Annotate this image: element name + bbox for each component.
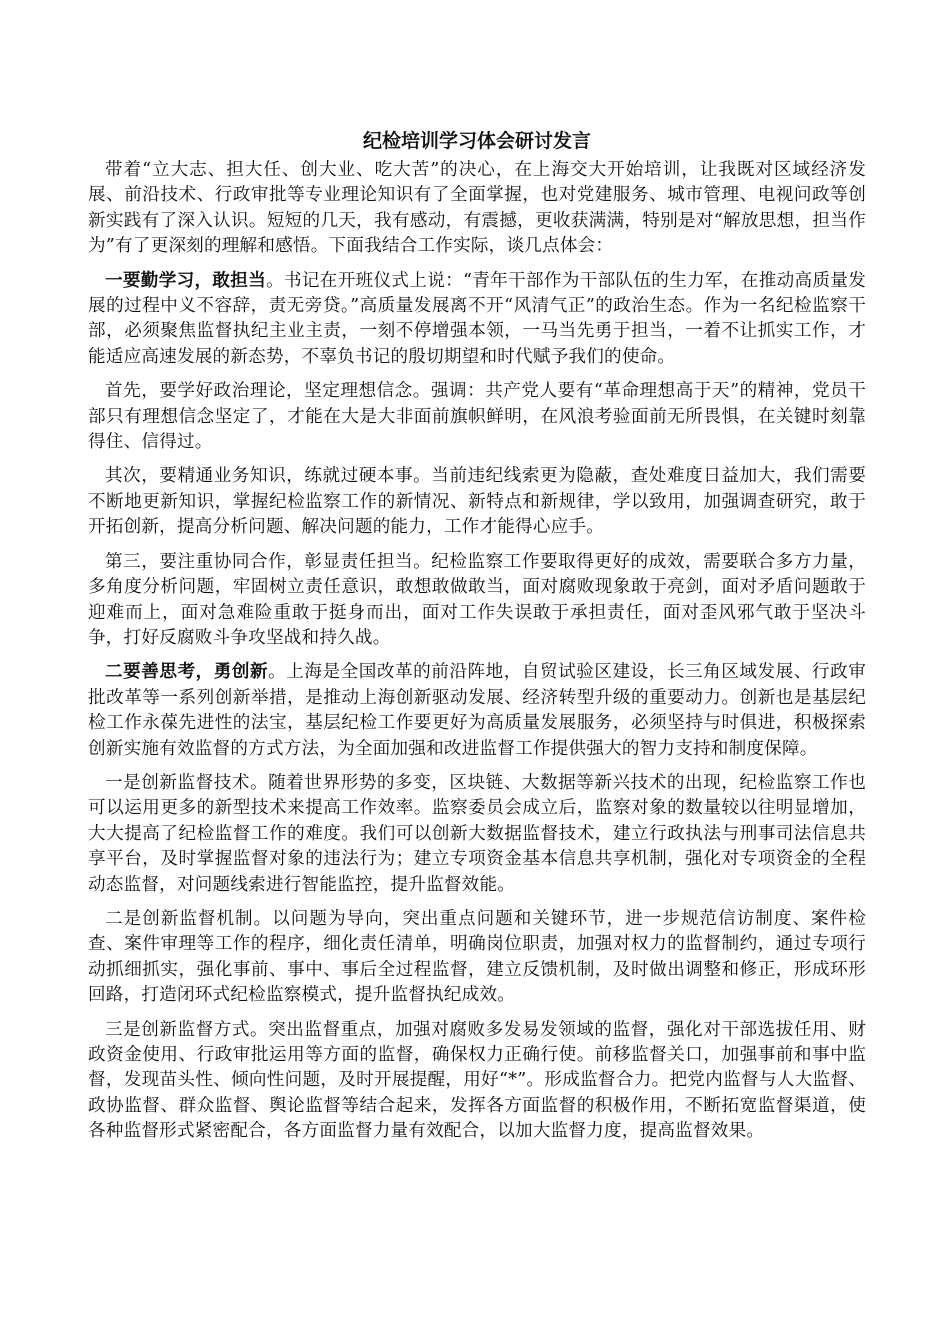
paragraph-section-two <box>88 660 866 762</box>
paragraph-innovation-mechanism <box>88 907 866 1009</box>
paragraph-text: 首先，要学好政治理论，坚定理想信念。强调：共产党人要有“革命理想高于天”的精神，党员干部只有理想信念坚定了，才能在大是大非面前旗帜鲜明，在风浪考验面前无所畏惧，在关键时刻靠得住、信得过。 <box>88 381 866 453</box>
paragraph-text: 第三，要注重协同合作，彰显责任担当。纪检监察工作要取得更好的成效，需要联合多方力量，多角度分析问题，牢固树立责任意识，敢想敢做敢当，面对腐败现象敢于亮剑，面对矛盾问题敢于迎难而上，面对急难险重敢于挺身而出，面对工作失误敢于承担责任，面对歪风邪气敢于坚决斗争，打好反腐败斗争攻坚战和持久战。 <box>88 551 866 648</box>
document-page <box>88 126 866 1154</box>
paragraph-text: 三是创新监督方式。突出监督重点，加强对腐败多发易发领域的监督，强化对干部选拔任用、财政资金使用、行政审批运用等方面的监督，确保权力正确行使。前移监督关口，加强事前和事中监督，发现苗头性、倾向性问题，及时开展提醒，用好“*”。形成监督合力。把党内监督与人大监督、政协监督、群众监督、舆论监督等结合起来，发挥各方面监督的积极作用，不断拓宽监督渠道，使各种监督形式紧密配合，各方面监督力量有效配合，以加大监督力度，提高监督效果。 <box>88 1019 866 1142</box>
paragraph-innovation-technology <box>88 771 866 898</box>
paragraph-text: 。书记在开班仪式上说：“青年干部作为干部队伍的生力军，在推动高质量发展的过程中义不容辞，责无旁贷。”高质量发展离不开“风清气正”的政治生态。作为一名纪检监察干部，必须聚焦监督执纪主业主责，一刻不停增强本领，一马当先勇于担当，一着不让抓实工作，才能适应高速发展的新态势，不辜负书记的殷切期望和时代赋予我们的使命。 <box>88 270 866 367</box>
paragraph-second-point <box>88 464 866 540</box>
paragraph-text: 带着“立大志、担大任、创大业、吃大苦”的决心，在上海交大开始培训，让我既对区域经济发展、前沿技术、行政审批等专业理论知识有了全面掌握，也对党建服务、城市管理、电视问政等创新实践有了深入认识。短短的几天，我有感动，有震撼，更收获满满，特别是对“解放思想，担当作为”有了更深刻的理解和感悟。下面我结合工作实际，谈几点体会： <box>88 160 866 257</box>
paragraph-text: 。上海是全国改革的前沿阵地，自贸试验区建设，长三角区域发展、行政审批改革等一系列创新举措，是推动上海创新驱动发展、经济转型升级的重要动力。创新也是基层纪检工作永葆先进性的法宝，基层纪检工作要更好为高质量发展服务，必须坚持与时俱进，积极探索创新实施有效监督的方式方法，为全面加强和改进监督工作提供强大的智力支持和制度保障。 <box>88 662 866 759</box>
paragraph-third-point <box>88 550 866 652</box>
paragraph-text: 一是创新监督技术。随着世界形势的多变，区块链、大数据等新兴技术的出现，纪检监察工作也可以运用更多的新型技术来提高工作效率。监察委员会成立后，监察对象的数量较以往明显增加，大大提高了纪检监督工作的难度。我们可以创新大数据监督技术，建立行政执法与刑事司法信息共享平台，及时掌握监督对象的违法行为；建立专项资金基本信息共享机制，强化对专项资金的全程动态监督，对问题线索进行智能监控，提升监督效能。 <box>88 772 866 895</box>
section-heading: 二要善思考，勇创新 <box>105 662 269 683</box>
paragraph-text: 二是创新监督机制。以问题为导向，突出重点问题和关键环节，进一步规范信访制度、案件检查、案件审理等工作的程序，细化责任清单，明确岗位职责，加强对权力的监督制约，通过专项行动抓细抓实，强化事前、事中、事后全过程监督，建立反馈机制，及时做出调整和修正，形成环形回路，打造闭环式纪检监察模式，提升监督执纪成效。 <box>88 908 866 1006</box>
paragraph-innovation-method <box>88 1018 866 1145</box>
paragraph-section-one <box>88 269 866 371</box>
section-heading: 一要勤学习，敢担当 <box>105 270 267 291</box>
paragraph-first-point <box>88 379 866 455</box>
document-title: 纪检培训学习体会研讨发言 <box>362 130 591 152</box>
paragraph-intro <box>88 158 866 260</box>
paragraph-text: 其次，要精通业务知识，练就过硬本事。当前违纪线索更为隐蔽，查处难度日益加大，我们需要不断地更新知识，掌握纪检监察工作的新情况、新特点和新规律，学以致用，加强调查研究，敢于开拓创新，提高分析问题、解决问题的能力，工作才能得心应手。 <box>88 466 866 538</box>
